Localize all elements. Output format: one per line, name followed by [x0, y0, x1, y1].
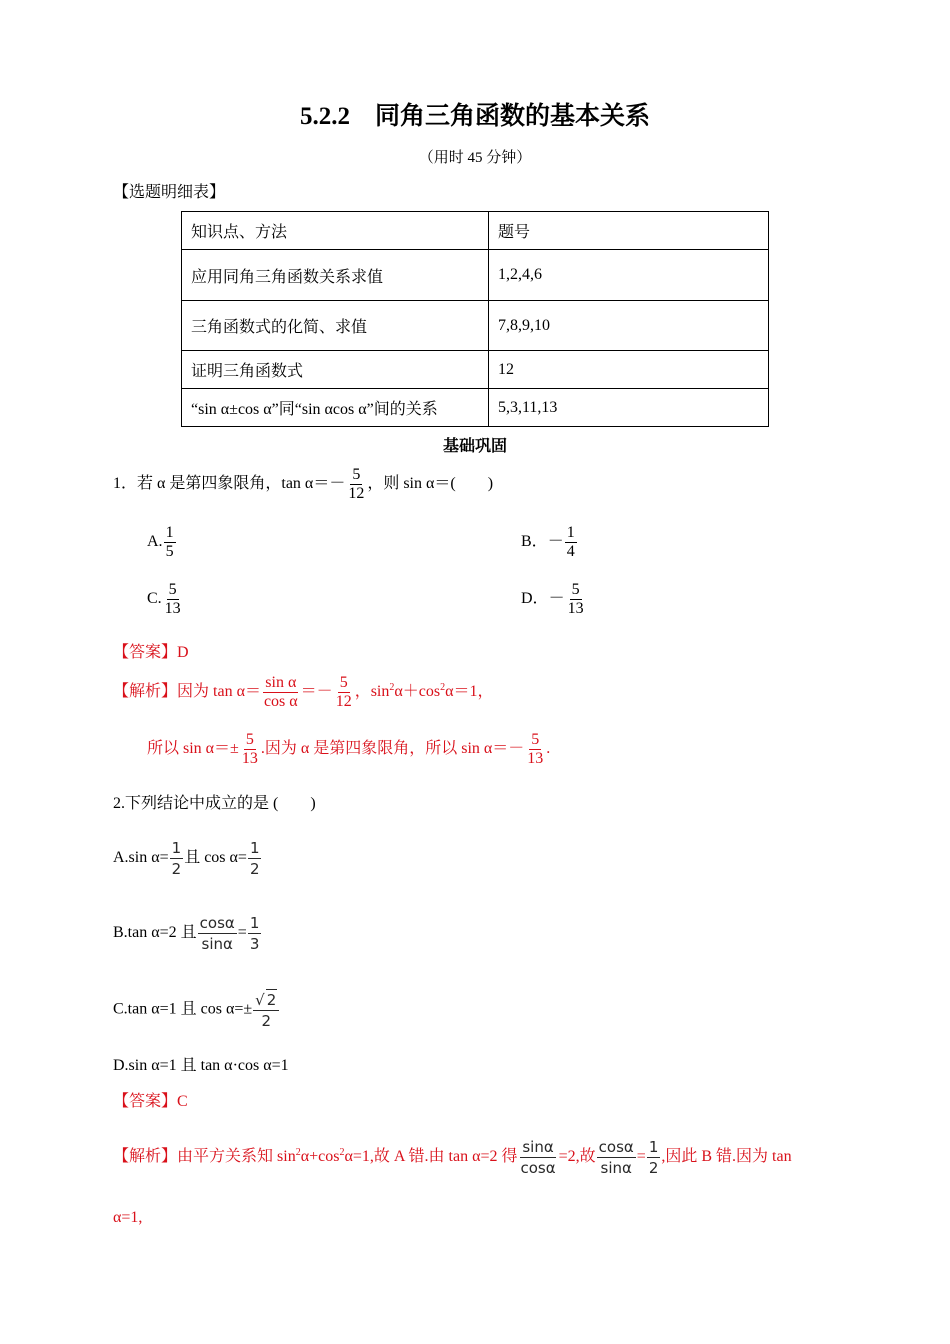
time-limit: （用时 45 分钟） [418, 150, 532, 166]
q2-option-a: A.sin α= $\frac{1}{2}$ 且 cos α= $\frac{1}{2}$ [113, 839, 260, 878]
table-row [182, 351, 769, 389]
q2-stem: 2.下列结论中成立的是 ( ) [113, 795, 316, 812]
q2-analysis-line1: 【解析】由平方关系知 $\sin^2\alpha+\cos^2\alpha=1$,故 A 错.由 tan α=2 得 $\frac{\sin\alpha}{\cos\alpha}$ =2,故 $\frac{\cos\alpha}{\sin\alpha}$ = $\frac{1}{2}$ ,因此 B 错.因为 tan [113, 1138, 792, 1177]
q1-analysis-line2: 所以 sin α＝± $\frac{5}{13}$ .因为 α 是第四象限角，所以 sin α＝－ $\frac{5}{13}$ . [147, 731, 551, 767]
table-header-row [182, 212, 769, 250]
q2-option-b: B.tan α=2 且 $\frac{\cos\alpha}{\sin\alpha}$ = $\frac{1}{3}$ [113, 914, 260, 953]
q1-analysis-line1: 【解析】因为 tan α＝ $\frac{\text{sin α}}{\text{cos α}}$ ＝－ $\frac{5}{12}$ ，$\sin^2\alpha+\cos^2\alpha=1$， [113, 674, 494, 710]
table-row [182, 389, 769, 427]
table-cell: 5,3,11,13 [489, 389, 769, 427]
table-cell: 12 [489, 351, 769, 389]
table-row [182, 250, 769, 301]
q1-option-a: A. $\frac{1}{5}$ [147, 524, 174, 560]
q1-option-b: B．－ $\frac{1}{4}$ [521, 524, 575, 560]
table-row [182, 301, 769, 351]
detail-table-label: 【选题明细表】 [113, 184, 226, 201]
q2-option-d: D.sin α=1 且 tan α·cos α=1 [113, 1057, 289, 1074]
table-cell: 1,2,4,6 [489, 250, 769, 301]
table-cell: 证明三角函数式 [182, 351, 489, 389]
page-title: 5.2.2 同角三角函数的基本关系 [299, 103, 650, 130]
table-cell: 三角函数式的化简、求值 [182, 301, 489, 351]
section-heading: 基础巩固 [442, 438, 507, 455]
table-cell: 应用同角三角函数关系求值 [182, 250, 489, 301]
q1-stem-fraction: $\frac{5}{12}$ [348, 466, 365, 502]
q2-analysis-line2: α=1, [113, 1209, 143, 1226]
table-cell: 7,8,9,10 [489, 301, 769, 351]
table-cell: “sin α±cos α”同“sin αcos α”间的关系 [182, 389, 489, 427]
q2-option-c: C.tan α=1 且 cos α=± $\frac{√ 2}{2}$ [113, 989, 280, 1031]
q1-answer: 【答案】D [113, 644, 189, 661]
header-cell: 题号 [489, 212, 769, 250]
q1-stem: 1．若 α 是第四象限角，tan α＝－ $\frac{5}{12}$ ，则 sin α＝( ) [113, 466, 494, 502]
header-cell: 知识点、方法 [182, 212, 489, 250]
q1-option-c: C. $\frac{5}{13}$ [147, 581, 181, 617]
q1-option-d: D．－ $\frac{5}{13}$ [521, 581, 584, 617]
detail-table [181, 211, 769, 427]
q2-answer: 【答案】C [113, 1093, 188, 1110]
